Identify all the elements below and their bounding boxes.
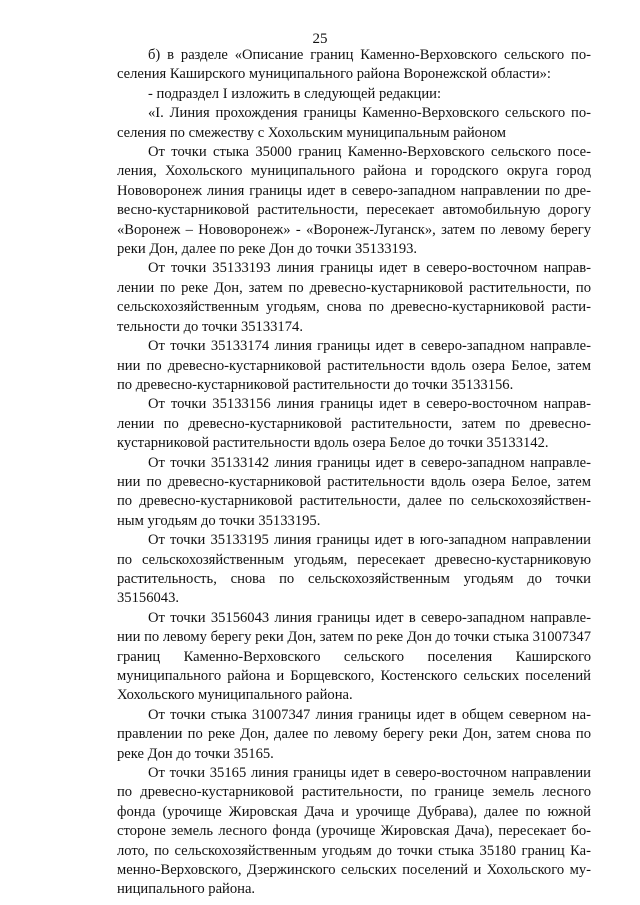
page-number: 25 [312,31,328,47]
paragraph-point-35165: От точки 35165 линия границы идет в северо-восточном направлении по древесно-кустарниковой растительности, по границе земель лесного фонда (урочище Жировская Дача и урочище Дубрава), далее по южной стороне земель лесного фонда (урочище Жировская Дача), пересекает болото, по сельскохозяйственным угодьям до точки стыка 35180 границ Каменно-Верховского, Дзержинского сельских поселений и Хохольского муниципального района. [117,765,591,898]
paragraph-subsection-instruction: - подраздел I изложить в следующей редакции: [148,85,442,102]
paragraph-subsection-title: «I. Линия прохождения границы Каменно-Верховского сельского поселения по смежеству с Хохольским муниципальным районом [117,105,591,141]
paragraph-point-35133193: От точки 35133193 линия границы идет в северо-восточном направлении по реке Дон, затем по древесно-кустарниковой растительности, по сельскохозяйственным угодьям, снова по древесно-кустарниковой растительности до точки 35133174. [117,260,591,335]
document-body [117,46,591,900]
paragraph-point-35133195: От точки 35133195 линия границы идет в юго-западном направлении по сельскохозяйственным угодьям, пересекает древесно-кустарниковую растительность, снова по сельскохозяйственным угодьям до точки 35156043. [117,532,591,607]
paragraph-point-35133174: От точки 35133174 линия границы идет в северо-западном направлении по древесно-кустарниковой растительности вдоль озера Белое, затем по древесно-кустарниковой растительности до точки 35133156. [117,338,591,393]
paragraph-point-35000: От точки стыка 35000 границ Каменно-Верховского сельского поселения, Хохольского муниципального района и городского округа город Нововоронеж линия границы идет в северо-западном направлении по древесно-кустарниковой растительности, пересекает автомобильную дорогу «Воронеж – Нововоронеж» - «Воронеж-Луганск», затем по левому берегу реки Дон, далее по реке Дон до точки 35133193. [117,144,591,258]
paragraph-point-35133142: От точки 35133142 линия границы идет в северо-западном направлении по древесно-кустарниковой растительности вдоль озера Белое, затем по древесно-кустарниковой растительности, далее по сельскохозяйственным угодьям до точки 35133195. [117,454,591,529]
paragraph-section-b: б) в разделе «Описание границ Каменно-Верховского сельского поселения Каширского муниципального района Воронежской области»: [117,47,591,83]
paragraph-point-35156043: От точки 35156043 линия границы идет в северо-западном направлении по левому берегу реки Дон, затем по реке Дон до точки стыка 31007347 границ Каменно-Верховского сельского поселения Каширского муниципального района и Борщевского, Костенского сельских поселений Хохольского муниципального района. [117,609,591,704]
paragraph-point-35133156: От точки 35133156 линия границы идет в северо-восточном направлении по древесно-кустарниковой растительности, затем по древесно-кустарниковой растительности вдоль озера Белое до точки 35133142. [117,396,591,452]
paragraph-point-31007347: От точки стыка 31007347 линия границы идет в общем северном направлении по реке Дон, далее по левому берегу реки Дон, затем снова по реке Дон до точки 35165. [117,706,591,762]
